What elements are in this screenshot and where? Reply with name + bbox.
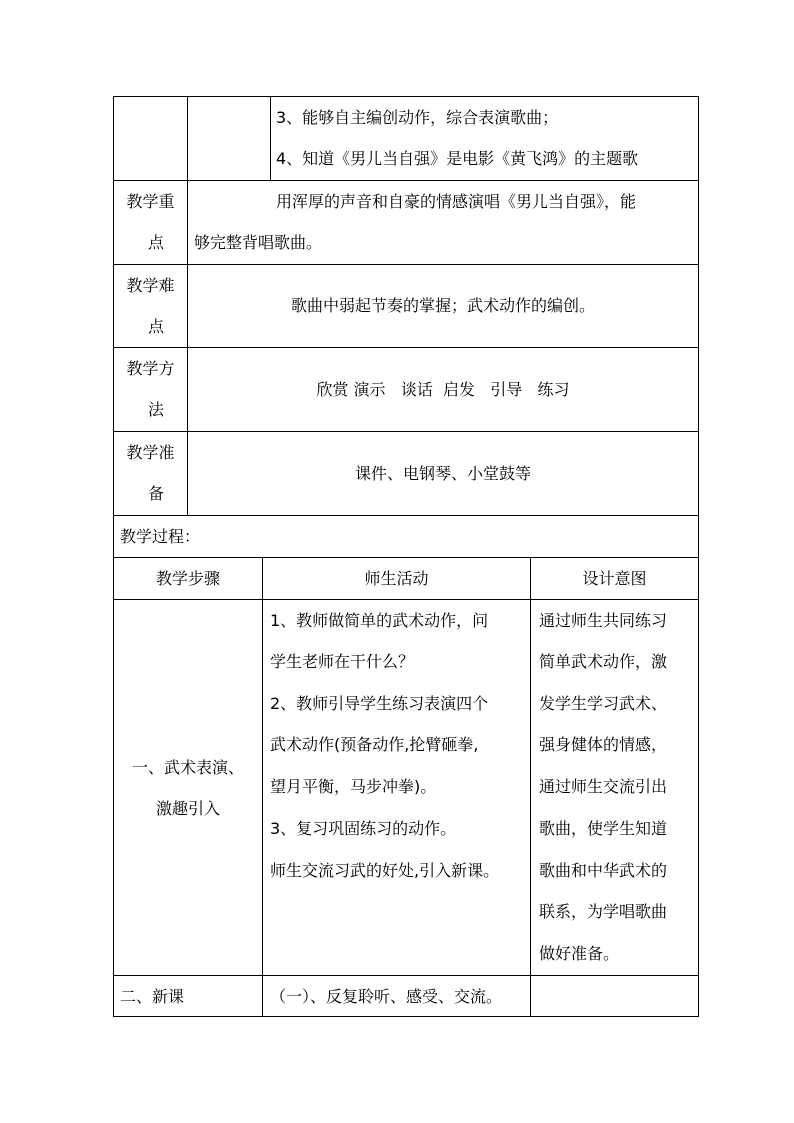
method-content: 欣赏 演示 谈话 启发 引导 练习 (316, 380, 570, 399)
difficulty-label-line1: 教学难 (126, 276, 175, 295)
preparation-label-line1: 教学准 (126, 443, 175, 462)
step1-intent-line: 发学生学习武术、 (539, 694, 668, 713)
row-divider-method (113, 347, 699, 348)
step1-activity-line: 2、教师引导学生练习表演四个 (270, 694, 489, 713)
step1-activity-line: 师生交流习武的好处,引入新课。 (270, 861, 500, 880)
row-divider-process-title (113, 515, 699, 516)
focus-label-2 (114, 222, 187, 263)
goal-item-4: 4、知道《男儿当自强》是电影《黄飞鸿》的主题歌 (276, 149, 639, 168)
method-label (114, 348, 187, 389)
step1-intent-line: 强身健体的情感， (539, 735, 668, 754)
preparation-label-line2: 备 (148, 484, 165, 503)
method-label-line1: 教学方 (126, 359, 175, 378)
step2-activity: （一）、反复聆听、感受、交流。 (270, 987, 503, 1006)
header-design-intent: 设计意图 (582, 569, 647, 588)
method-label-2 (148, 389, 164, 430)
process-title: 教学过程： (120, 527, 201, 546)
row-divider-difficulty (113, 264, 699, 265)
focus-label (114, 181, 187, 222)
difficulty-label-line2: 点 (148, 317, 165, 336)
preparation-label (114, 432, 187, 473)
row-divider-preparation (113, 431, 699, 432)
step1-name-line2: 激趣引入 (155, 799, 220, 818)
step1-activity-line: 武术动作(预备动作,抡臂砸拳, (270, 735, 479, 754)
table-border-right (698, 96, 699, 1017)
header-teaching-step: 教学步骤 (155, 569, 220, 588)
col-divider-step (262, 557, 263, 1017)
header-activity: 师生活动 (364, 569, 429, 588)
step1-name-line1: 一、武术表演、 (131, 758, 244, 777)
goal-item-3: 3、能够自主编创动作，综合表演歌曲； (276, 108, 559, 127)
method-label-line2: 法 (148, 400, 165, 419)
step1-intent-line: 歌曲和中华武术的 (539, 861, 668, 880)
step1-intent-line: 歌曲，使学生知道 (539, 819, 668, 838)
step2-name: 二、新课 (120, 987, 185, 1006)
col-divider-intent (530, 557, 531, 1017)
difficulty-label (114, 265, 187, 306)
difficulty-label-2 (148, 306, 164, 347)
focus-label-line1: 教学重 (126, 192, 175, 211)
preparation-content: 课件、电钢琴、小堂鼓等 (354, 464, 531, 483)
preparation-label-2 (148, 473, 164, 514)
step1-intent-line: 通过师生共同练习 (539, 611, 668, 630)
focus-label-line2: 点 (148, 233, 165, 252)
col-divider-goals (270, 96, 271, 180)
step1-intent-line: 通过师生交流引出 (539, 777, 668, 796)
step1-activity-line: 1、教师做简单的武术动作，问 (270, 611, 489, 630)
focus-content-line1: 用浑厚的声音和自豪的情感演唱《男儿当自强》，能 (276, 192, 637, 211)
focus-content-line2: 够完整背唱歌曲。 (194, 233, 323, 252)
step1-activity-line: 3、复习巩固练习的动作。 (270, 819, 457, 838)
step1-intent-line: 联系，为学唱歌曲 (539, 902, 668, 921)
step1-intent-line: 做好准备。 (539, 944, 620, 963)
step1-activity-line: 学生老师在干什么？ (270, 652, 415, 671)
step1-activity-line: 望月平衡，马步冲拳)。 (270, 777, 437, 796)
step1-intent-line: 简单武术动作，激 (539, 652, 668, 671)
difficulty-content: 歌曲中弱起节奏的掌握；武术动作的编创。 (290, 296, 595, 315)
